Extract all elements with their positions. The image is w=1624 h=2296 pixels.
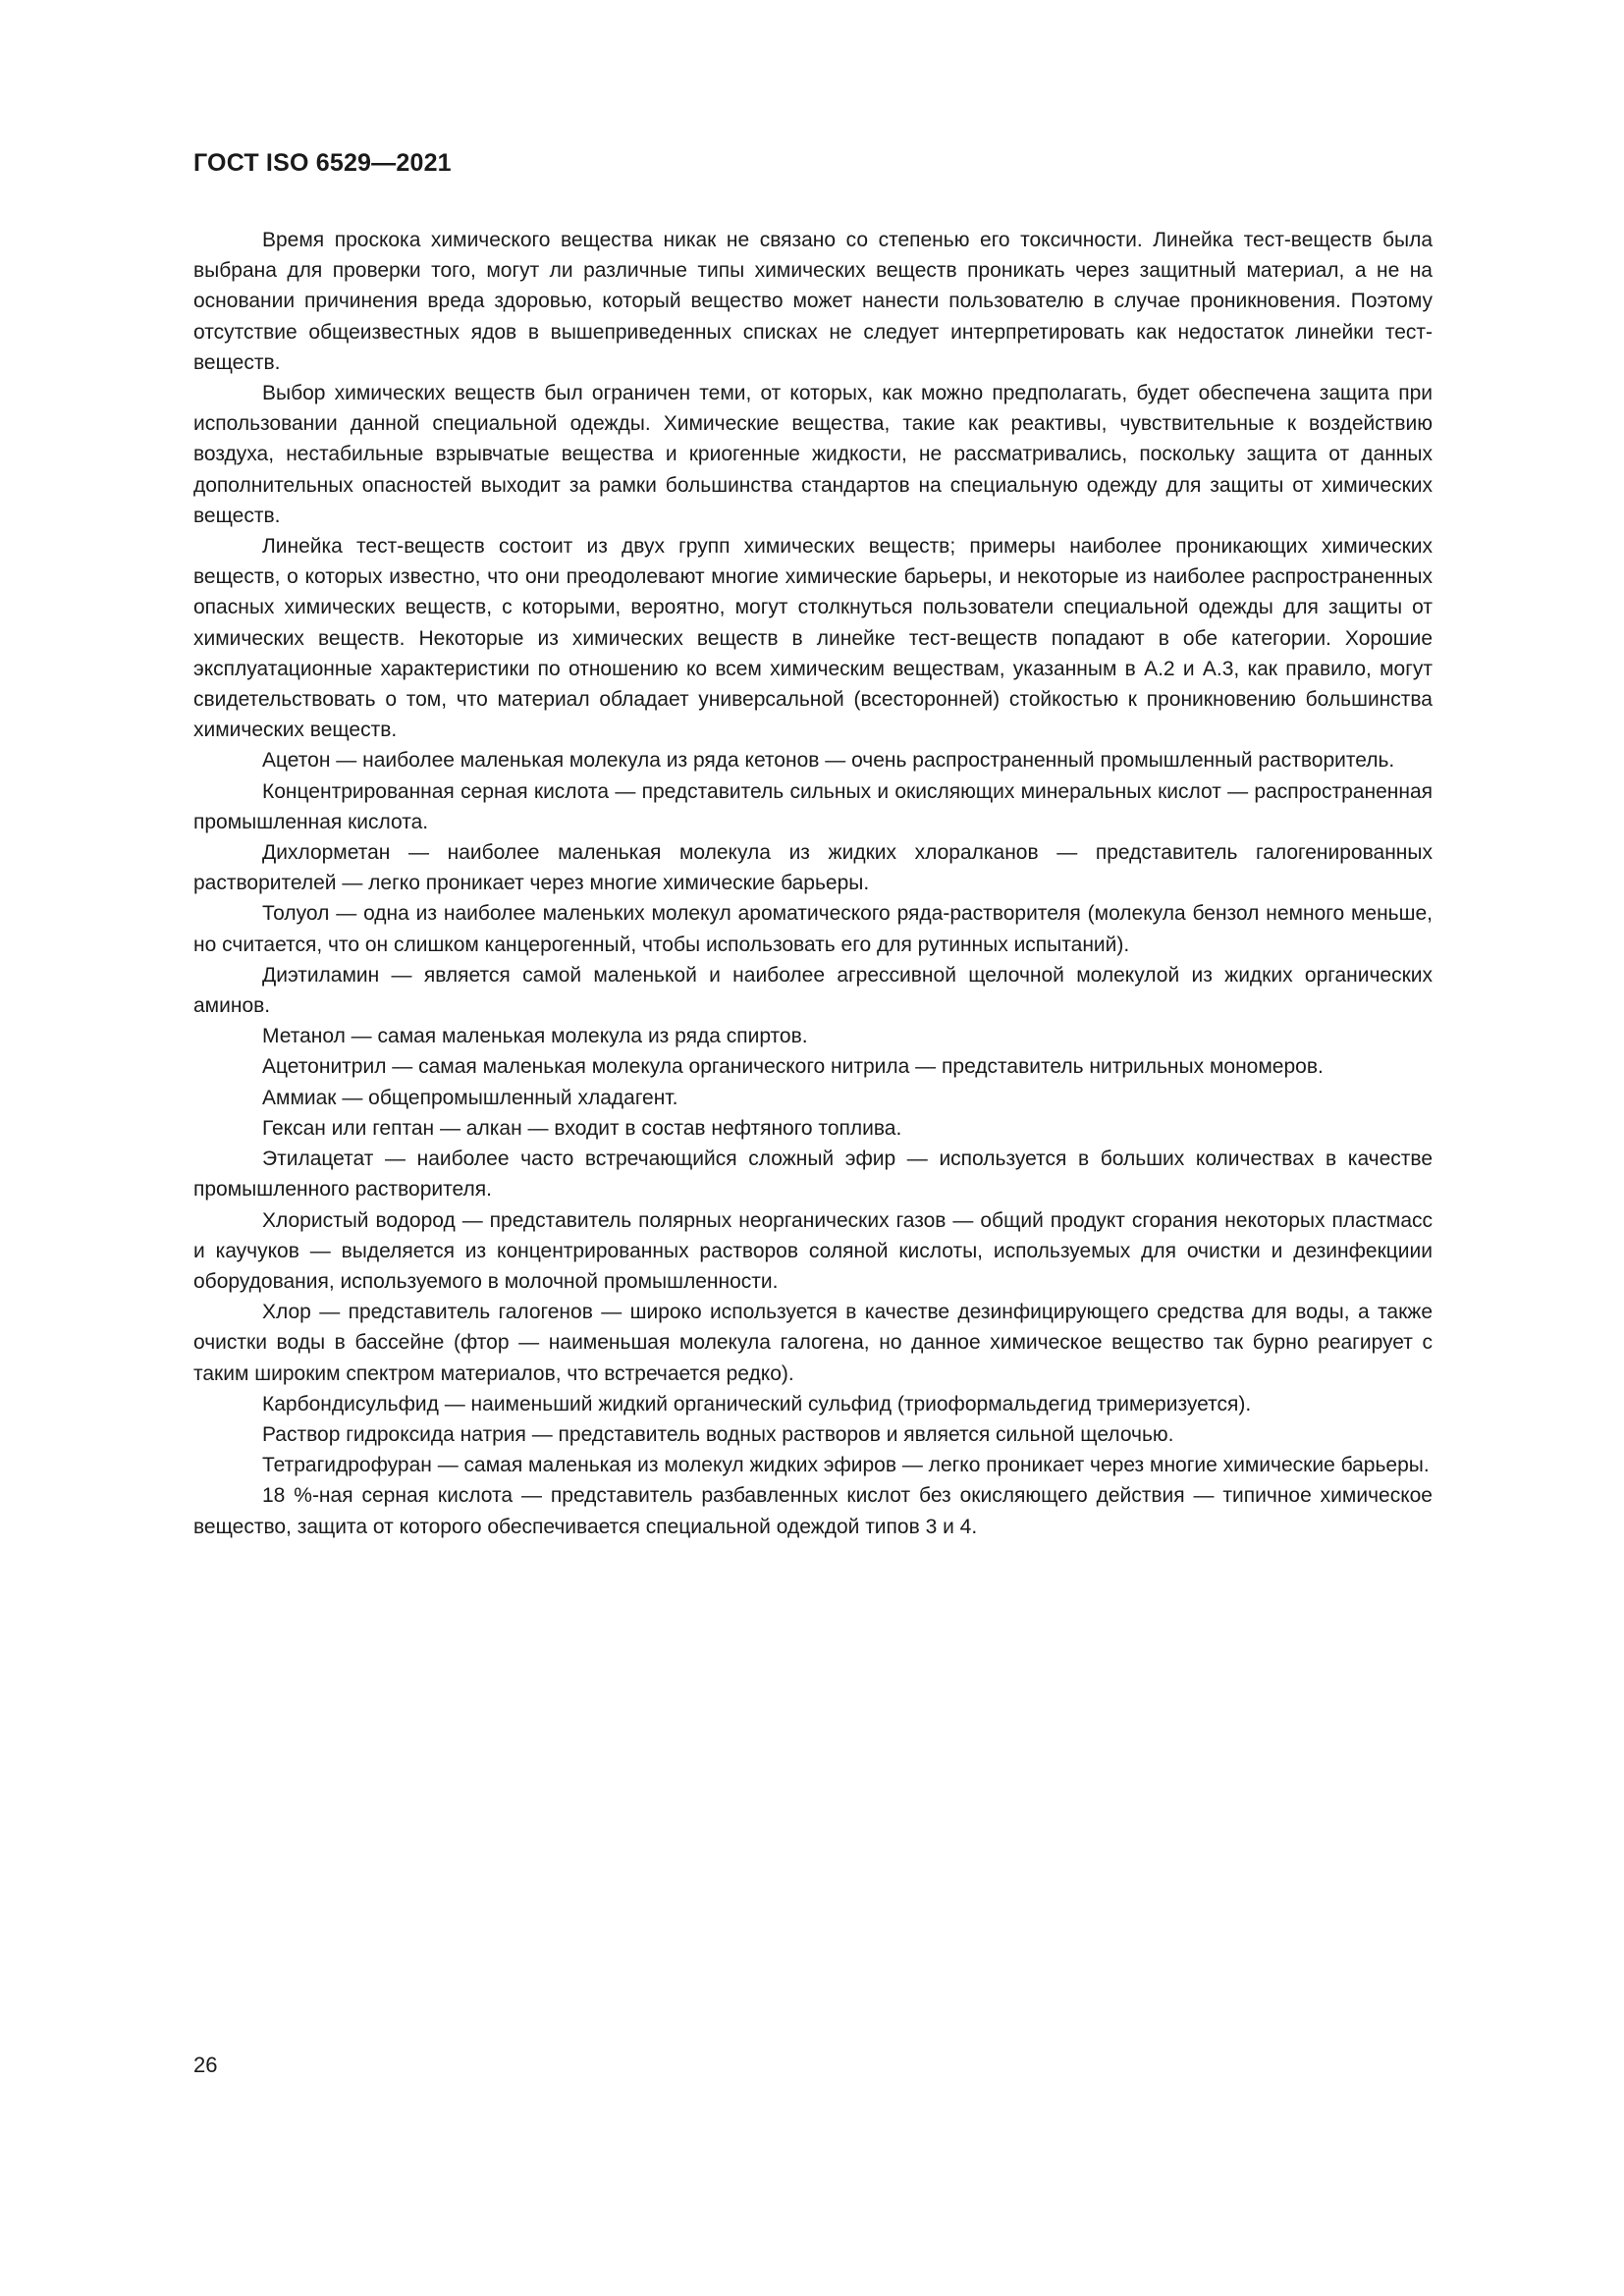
paragraph-methanol: Метанол — самая маленькая молекула из ряда спиртов. [262,1025,808,1048]
paragraph-diethylamine: Диэтиламин — является самой маленькой и наиболее агрессивной щелочной молекулой из жидких органических аминов. [193,963,1433,1018]
page-number: 26 [193,2053,218,2077]
paragraph-ammonia: Аммиак — общепромышленный хладагент. [262,1086,678,1109]
document-header: ГОСТ ISO 6529—2021 [193,149,452,177]
paragraph-acetonitrile: Ацетонитрил — самая маленькая молекула органического нитрила — представитель нитрильных мономеров. [262,1055,1324,1079]
paragraph-tetrahydrofuran: Тетрагидрофуран — самая маленькая из молекул жидких эфиров — легко проникает через многие химические барьеры. [262,1454,1430,1477]
paragraph-sodium-hydroxide: Раствор гидроксида натрия — представитель водных растворов и является сильной щелочью. [262,1422,1174,1446]
paragraph-hydrogen-chloride: Хлористый водород — представитель полярных неорганических газов — общий продукт сгорания некоторых пластмасс и каучуков — выделяется из концентрированных растворов соляной кислоты, используемых для очистки и дезинфекциии оборудования, используемого в молочной промышленности. [193,1208,1433,1293]
paragraph-dilute-sulfuric-acid: 18 %-ная серная кислота — представитель разбавленных кислот без окисляющего действия — типичное химическое вещество, защита от которого обеспечивается специальной одеждой типов 3 и 4. [193,1484,1433,1538]
paragraph-dichloromethane: Дихлорметан — наиболее маленькая молекула из жидких хлоралканов — представитель галогенированных растворителей — легко проникает через многие химические барьеры. [193,841,1433,895]
paragraph-selection-limits: Выбор химических веществ был ограничен теми, от которых, как можно предполагать, будет обеспечена защита при использовании данной специальной одежды. Химические вещества, такие как реактивы, чувствительные к воздействию воздуха, нестабильные взрывчатые вещества и криогенные жидкости, не рассматривались, поскольку защита от данных дополнительных опасностей выходит за рамки большинства стандартов на специальную одежду для защиты от химических веществ. [193,382,1433,527]
paragraph-chlorine: Хлор — представитель галогенов — широко используется в качестве дезинфицирующего средства для воды, а также очистки воды в бассейне (фтор — наименьшая молекула галогена, но данное химическое вещество так бурно реагирует с таким широким спектром материалов, что встречается редко). [193,1301,1433,1385]
paragraph-toluene: Толуол — одна из наиболее маленьких молекул ароматического ряда-растворителя (молекула бензол немного меньше, но считается, что он слишком канцерогенный, чтобы использовать его для рутинных испытаний). [193,902,1433,956]
paragraph-carbon-disulfide: Карбондисульфид — наименьший жидкий органический сульфид (триоформальдегид тримеризуется). [262,1392,1252,1415]
paragraph-hexane-heptane: Гексан или гептан — алкан — входит в состав нефтяного топлива. [262,1116,902,1140]
paragraph-ethyl-acetate: Этилацетат — наиболее часто встречающийся сложный эфир — используется в больших количествах в качестве промышленного растворителя. [193,1148,1433,1201]
paragraph-sulfuric-acid: Концентрированная серная кислота — представитель сильных и окисляющих минеральных кислот — распространенная промышленная кислота. [193,779,1433,833]
paragraph-breakthrough-time: Время проскока химического вещества никак не связано со степенью его токсичности. Линейка тест-веществ была выбрана для проверки того, могут ли различные типы химических веществ проникать через защитный материал, а не на основании причинения вреда здоровью, который вещество может нанести пользователю в случае проникновения. Поэтому отсутствие общеизвестных ядов в вышеприведенных списках не следует интерпретировать как недостаток линейки тест-веществ. [193,229,1433,374]
paragraph-acetone: Ацетон — наиболее маленькая молекула из ряда кетонов — очень распространенный промышленный растворитель. [262,749,1395,773]
paragraph-test-battery-groups: Линейка тест-веществ состоит из двух групп химических веществ; примеры наиболее проникающих химических веществ, о которых известно, что они преодолевают многие химические барьеры, и некоторые из наиболее распространенных опасных химических веществ, с которыми, вероятно, могут столкнуться пользователи специальной одежды для защиты от химических веществ. Некоторые из химических веществ в линейке тест-веществ попадают в обе категории. Хорошие эксплуатационные характеристики по отношению ко всем химическим веществам, указанным в А.2 и А.3, как правило, могут свидетельствовать о том, что материал обладает универсальной (всесторонней) стойкостью к проникновению большинства химических веществ. [193,535,1433,742]
document-body [193,225,1433,1542]
